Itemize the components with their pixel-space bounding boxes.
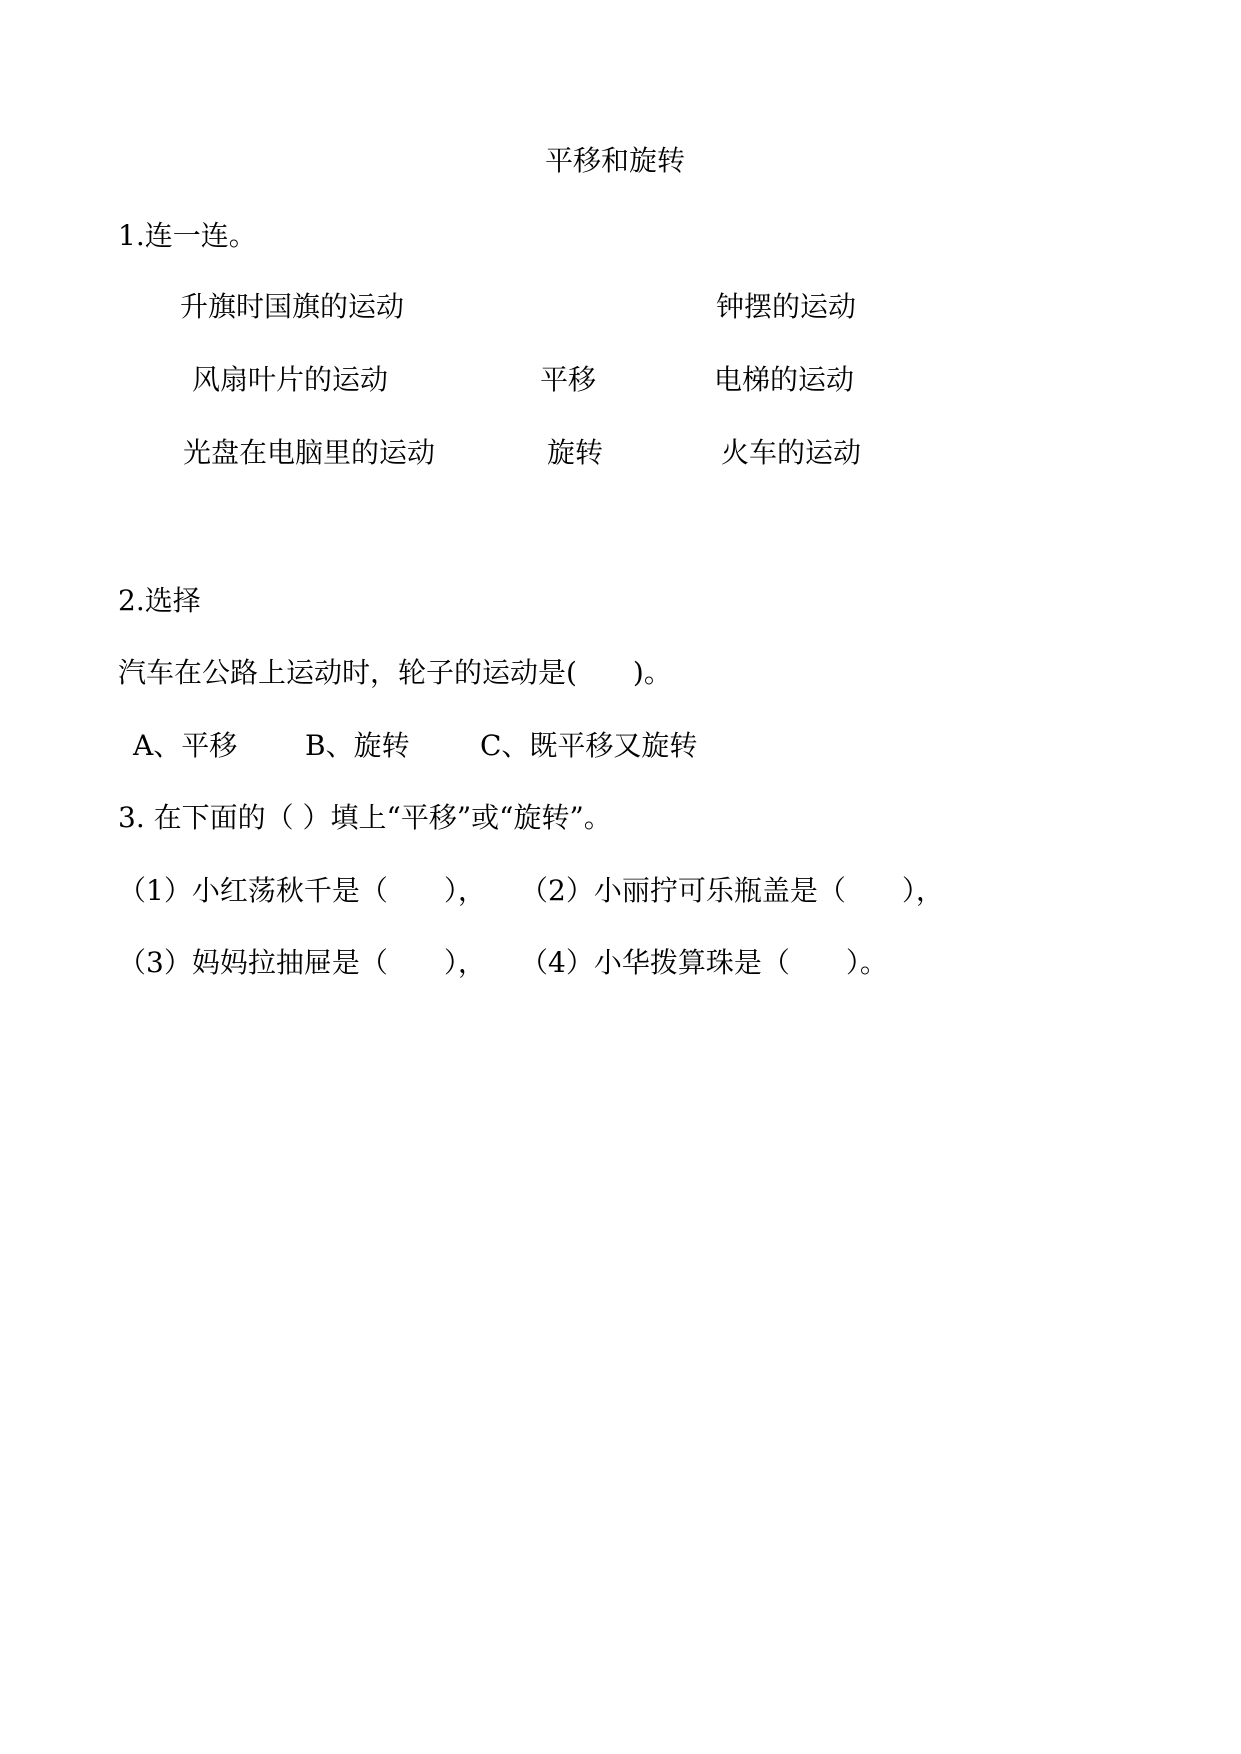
option-a: A、平移	[133, 729, 238, 762]
match-right-item: 电梯的运动	[714, 363, 855, 396]
section1-heading: 1.连一连。	[118, 219, 257, 252]
section3-heading: 3. 在下面的（ ）填上“平移”或“旋转”。	[118, 801, 612, 834]
match-left-item: 风扇叶片的运动	[192, 363, 389, 396]
option-b: B、旋转	[305, 729, 410, 762]
section2-heading: 2.选择	[118, 584, 201, 617]
fill-item: （3）妈妈拉抽屉是（ ），	[118, 946, 486, 979]
option-c: C、既平移又旋转	[480, 729, 698, 762]
section2-question: 汽车在公路上运动时，轮子的运动是( )。	[118, 656, 672, 689]
match-right-item: 钟摆的运动	[716, 290, 857, 323]
match-right-item: 火车的运动	[721, 436, 862, 469]
fill-item: （4）小华拨算珠是（ ）。	[520, 946, 888, 979]
fill-item: （2）小丽拧可乐瓶盖是（ ），	[520, 874, 944, 907]
page-title: 平移和旋转	[545, 144, 686, 177]
match-middle-item: 旋转	[547, 436, 604, 469]
fill-item: （1）小红荡秋千是（ ），	[118, 874, 486, 907]
match-left-item: 光盘在电脑里的运动	[183, 436, 436, 469]
match-left-item: 升旗时国旗的运动	[180, 290, 405, 323]
match-middle-item: 平移	[540, 363, 597, 396]
